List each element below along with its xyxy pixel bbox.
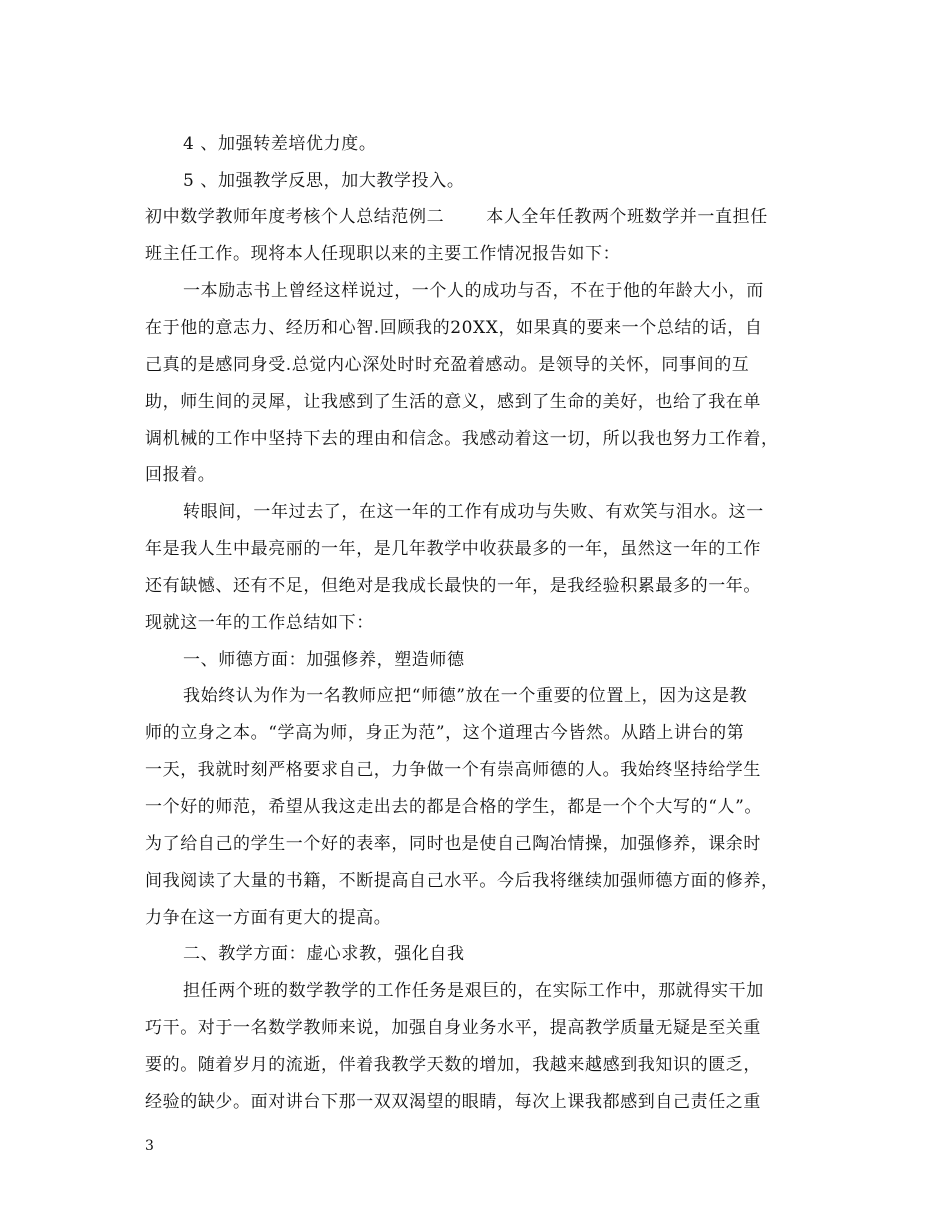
text-line: 4 、加强转差培优力度。 [183, 134, 377, 154]
text-line: 一个好的师范，希望从我这走出去的都是合格的学生，都是一个个大写的“人”。 [145, 797, 762, 817]
text-line: 力争在这一方面有更大的提高。 [145, 908, 392, 928]
text-line: 己真的是感同身受.总觉内心深处时时充盈着感动。是领导的关怀，同事间的互 [145, 355, 750, 375]
text-line: 年是我人生中最亮丽的一年，是几年教学中收获最多的一年，虽然这一年的工作 [145, 539, 761, 559]
text-line: 调机械的工作中坚持下去的理由和信念。我感动着这一切，所以我也努力工作着， [145, 429, 779, 449]
text-line: 间我阅读了大量的书籍，不断提高自己水平。今后我将继续加强师德方面的修养， [145, 871, 779, 891]
text-line: 为了给自己的学生一个好的表率，同时也是使自己陶冶情操，加强修养，课余时 [145, 834, 761, 854]
text-line: 在于他的意志力、经历和心智.回顾我的20XX，如果真的要来一个总结的话，自 [145, 318, 763, 338]
text-line: 一本励志书上曾经这样说过，一个人的成功与否，不在于他的年龄大小，而 [183, 281, 764, 301]
text-line: 巧干。对于一名数学教师来说，加强自身业务水平，提高教学质量无疑是至关重 [145, 1018, 761, 1038]
text-line: 担任两个班的数学教学的工作任务是艰巨的，在实际工作中，那就得实干加 [183, 981, 764, 1001]
text-line: 师的立身之本。“学高为师，身正为范”，这个道理古今皆然。从踏上讲台的第 [145, 723, 745, 743]
text-line: 助，师生间的灵犀，让我感到了生活的意义，感到了生命的美好，也给了我在单 [145, 392, 761, 412]
text-line: 要的。随着岁月的流逝，伴着我教学天数的增加，我越来越感到我知识的匮乏， [145, 1055, 761, 1075]
text-line: 还有缺憾、还有不足，但绝对是我成长最快的一年，是我经验积累最多的一年。 [145, 576, 761, 596]
page-number: 3 [145, 1138, 154, 1154]
text-line: 我始终认为作为一名教师应把“师德”放在一个重要的位置上，因为这是教 [183, 686, 748, 706]
section-heading: 二、教学方面：虚心求教，强化自我 [183, 944, 465, 964]
text-line: 一天，我就时刻严格要求自己，力争做一个有崇高师德的人。我始终坚持给学生 [145, 760, 761, 780]
text-line: 经验的缺少。面对讲台下那一双双渴望的眼睛，每次上课我都感到自己责任之重 [145, 1092, 761, 1112]
text-line: 回报着。 [145, 465, 216, 485]
section-heading: 一、师德方面：加强修养，塑造师德 [183, 650, 465, 670]
text-line: 初中数学教师年度考核个人总结范例二 本人全年任教两个班数学并一直担任 [145, 207, 768, 227]
text-line: 5 、加强教学反思，加大教学投入。 [183, 171, 465, 191]
text-line: 转眼间，一年过去了，在这一年的工作有成功与失败、有欢笑与泪水。这一 [183, 502, 764, 522]
text-line: 班主任工作。现将本人任现职以来的主要工作情况报告如下： [145, 244, 621, 264]
text-line: 现就这一年的工作总结如下： [145, 613, 374, 633]
